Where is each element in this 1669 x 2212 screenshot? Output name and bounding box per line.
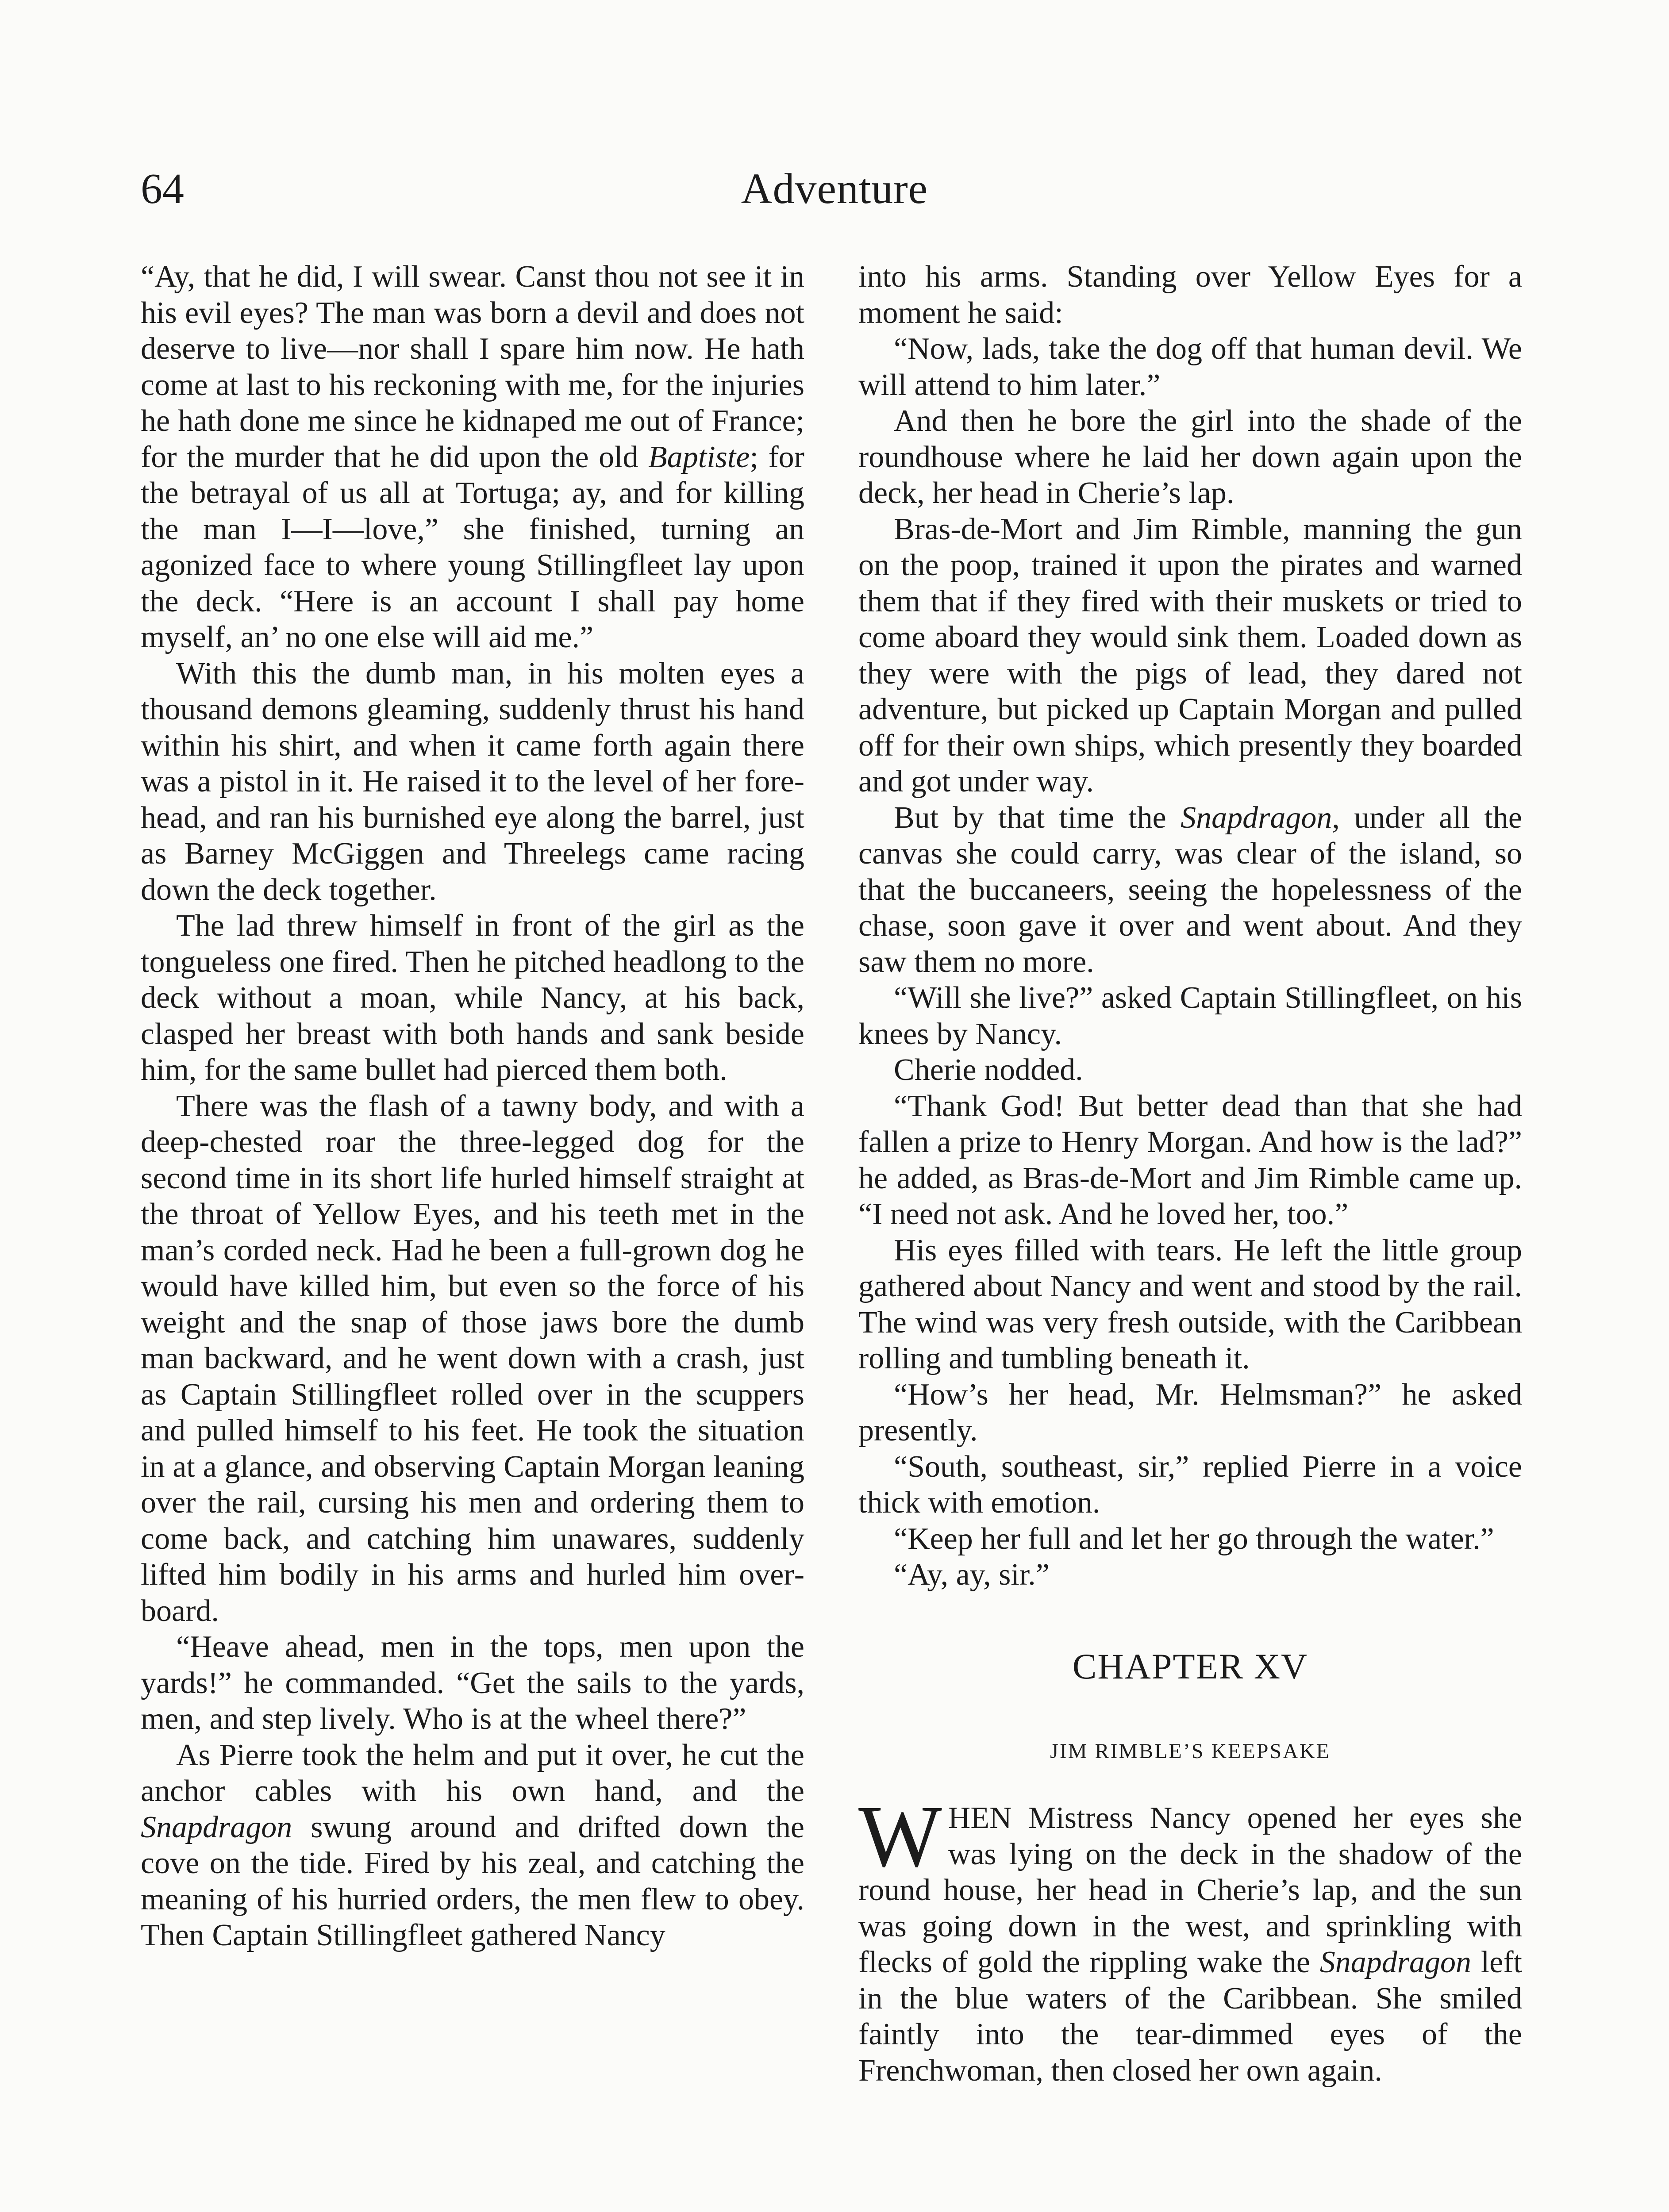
ship-name: Snapdragon: [1319, 1945, 1471, 1979]
chapter-subtitle: JIM RIMBLE’S KEEPSAKE: [1050, 1739, 1331, 1763]
text-run: left in the blue waters of the Caribbean. She smiled faintly into the tear-dimmed eyes of the Frenchwoman, then closed her own again.: [858, 1945, 1523, 2088]
paragraph: The lad threw himself in front of the girl as the tongueless one fired. Then he pitched headlong to the deck without a moan, while Nancy, at his back, clasped her breast with both hands and sank beside him, for the same bullet had pierced them both.: [141, 909, 804, 1087]
paragraph: “Now, lads, take the dog off that human devil. We will attend to him later.”: [858, 332, 1522, 402]
text-run: But by that time the: [894, 800, 1181, 835]
paragraph: [141, 1737, 804, 1954]
page-number: 64: [141, 165, 184, 213]
paragraph: [141, 259, 804, 656]
ship-name: Snapdragon: [1181, 800, 1332, 835]
left-column: [141, 259, 804, 1954]
paragraph: “How’s her head, Mr. Helmsman?” he asked presently.: [858, 1377, 1522, 1448]
text-run: As Pierre took the helm and put it over, he cut the anchor cables with his own hand, and the: [141, 1738, 804, 1808]
paragraph: “Ay, ay, sir.”: [894, 1558, 1050, 1592]
text-run: , under all the canvas she could carry, was clear of the island, so that the buccaneers, seeing the hopelessness of the chase, soon gave it over and went about. And they saw them no more.: [858, 800, 1522, 979]
paragraph: And then he bore the girl into the shade of the roundhouse where he laid her down again upon the deck, her head in Cherie’s lap.: [858, 404, 1522, 510]
chapter-title: CHAPTER XV: [1072, 1646, 1308, 1686]
drop-cap: W: [858, 1788, 942, 1886]
paragraph: “Heave ahead, men in the tops, men upon the yards!” he commanded. “Get the sails to the yards, men, and step lively. Who is at the wheel there?”: [141, 1630, 804, 1736]
italic-name: Baptiste: [648, 440, 750, 474]
text-run: HEN Mistress Nancy opened her eyes she was lying on the deck in the shadow of the round house, her head in Cherie’s lap, and the sun was going down in the west, and sprinkling with flecks of gold the rippling wake the: [858, 1801, 1522, 1979]
running-head: Adventure: [741, 165, 928, 213]
paragraph: Cherie nodded.: [894, 1053, 1083, 1087]
paragraph: “Will she live?” asked Captain Stillingfleet, on his knees by Nancy.: [858, 981, 1522, 1051]
text-run: swung around and drifted down the cove on the tide. Fired by his zeal, and catching the meaning of his hurried orders, the men flew to obey. Then Captain Stillingfleet gathered Nancy: [141, 1810, 804, 1952]
right-column: [858, 259, 1522, 2089]
paragraph: Bras-de-Mort and Jim Rimble, manning the gun on the poop, trained it upon the pirates and warned them that if they fired with their muskets or tried to come aboard they would sink them. Loaded down as they were with the pigs of lead, they dared not adventure, but picked up Captain Morgan and pulled off for their own ships, which presently they boarded and got under way.: [858, 512, 1522, 799]
text-run: ; for the betrayal of us all at Tortuga; ay, and for killing the man I—I—love,” she finished, turning an agonized face to where young Stillingfleet lay upon the deck. “Here is an account I shall pay home myself, an’ no one else will aid me.”: [141, 440, 804, 654]
paragraph: With this the dumb man, in his molten eyes a thousand demons gleaming, suddenly thrust his hand within his shirt, and when it came forth again there was a pistol in it. He raised it to the level of her forehead, and ran his burnished eye along the barrel, just as Barney McGiggen and Threelegs came racing down the deck together.: [141, 656, 804, 907]
paragraph: “Keep her full and let her go through the water.”: [894, 1521, 1494, 1556]
paragraph: “South, southeast, sir,” replied Pierre in a voice thick with emotion.: [858, 1449, 1522, 1520]
chapter-opening-paragraph: [858, 1788, 1523, 2089]
text-run: “Ay, that he did, I will swear. Canst thou not see it in his evil eyes? The man was born a devil and does not deserve to live—nor shall I spare him now. He hath come at last to his reckoning with me, for the injuries he hath done me since he kidnaped me out of France; for the murder that he did upon the old: [141, 260, 804, 474]
paragraph: [858, 800, 1522, 980]
ship-name: Snapdragon: [141, 1810, 292, 1844]
paragraph: “Thank God! But better dead than that she had fallen a prize to Henry Morgan. And how is the lad?” he added, as Bras-de-Mort and Jim Rimble came up. “I need not ask. And he loved her, too.”: [858, 1089, 1522, 1231]
paragraph: into his arms. Standing over Yellow Eyes for a moment he said:: [858, 260, 1522, 330]
paragraph: His eyes filled with tears. He left the little group gathered about Nancy and went and stood by the rail. The wind was very fresh outside, with the Caribbean rolling and tumbling beneath it.: [858, 1233, 1522, 1375]
paragraph: There was the flash of a tawny body, and with a deep-chested roar the three-legged dog for the second time in its short life hurled himself straight at the throat of Yellow Eyes, and his teeth met in the man’s corded neck. Had he been a full-grown dog he would have killed him, but even so the force of his weight and the snap of those jaws bore the dumb man backward, and he went down with a crash, just as Captain Stillingfleet rolled over in the scuppers and pulled himself to his feet. He took the situation in at a glance, and observing Captain Morgan leaning over the rail, cursing his men and ordering them to come back, and catching him unawares, suddenly lifted him bodily in his arms and hurled him overboard.: [141, 1089, 804, 1628]
